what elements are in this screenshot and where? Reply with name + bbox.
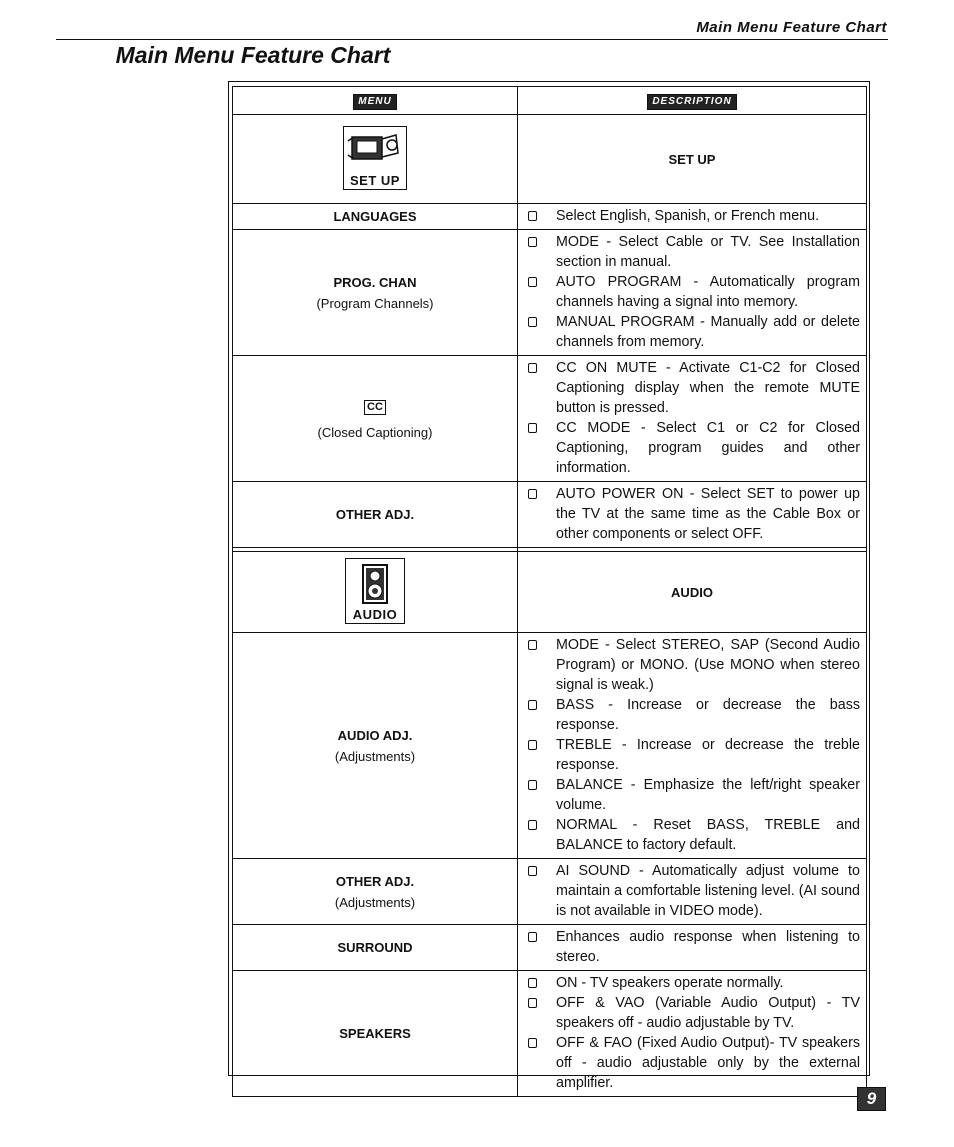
menu-column-header: MENU (233, 87, 518, 115)
column-header-row (233, 87, 867, 115)
cc-row (233, 356, 867, 482)
speakers-description: ON - TV speakers operate normally. OFF & VAO (Variable Audio Output) - TV speakers off - audio adjustable by TV. OFF & FAO (Fixed Audio Output)- TV speakers off - audio adjustable only by the external amplifier. (518, 971, 867, 1097)
audio-adj-description: MODE - Select STEREO, SAP (Second Audio Program) or MONO. (Use MONO when stereo signal is weak.) BASS - Increase or decrease the bass response. TREBLE - Increase or decrease the treble response. BALANCE - Emphasize the left/right speaker volume. NORMAL - Reset BASS, TREBLE and BALANCE to factory default. (518, 633, 867, 859)
checkbox-bullet-icon (528, 489, 537, 499)
prog-chan-description: MODE - Select Cable or TV. See Installation section in manual. AUTO PROGRAM - Automatically program channels having a signal into memory. MANUAL PROGRAM - Manually add or delete channels from memory. (518, 230, 867, 356)
audio-icon-cell (233, 552, 518, 633)
running-header: Main Menu Feature Chart (696, 19, 887, 36)
speakers-menu-cell: SPEAKERS (233, 971, 518, 1097)
prog-chan-row (233, 230, 867, 356)
checkbox-bullet-icon (528, 317, 537, 327)
checkbox-bullet-icon (528, 363, 537, 373)
setup-other-adj-menu-cell: OTHER ADJ. (233, 482, 518, 548)
languages-menu-cell: LANGUAGES (233, 204, 518, 230)
checkbox-bullet-icon (528, 978, 537, 988)
audio-other-adj-description: AI SOUND - Automatically adjust volume to maintain a comfortable listening level. (AI sound is not available in VIDEO mode). (518, 859, 867, 925)
checkbox-bullet-icon (528, 866, 537, 876)
setup-section-row (233, 115, 867, 204)
surround-description: Enhances audio response when listening to stereo. (518, 925, 867, 971)
description-column-header: DESCRIPTION (518, 87, 867, 115)
checkbox-bullet-icon (528, 998, 537, 1008)
setup-other-adj-row (233, 482, 867, 548)
checkbox-bullet-icon (528, 820, 537, 830)
cc-description: CC ON MUTE - Activate C1-C2 for Closed Captioning display when the remote MUTE button is pressed. CC MODE - Select C1 or C2 for Closed Captioning, program guides and other information. (518, 356, 867, 482)
closed-caption-icon: CC (364, 400, 386, 415)
speakers-row (233, 971, 867, 1097)
cc-menu-cell: CC (Closed Captioning) (233, 356, 518, 482)
feature-chart-table (232, 86, 867, 1097)
languages-row (233, 204, 867, 230)
page-title: Main Menu Feature Chart (115, 42, 391, 68)
checkbox-bullet-icon (528, 780, 537, 790)
checkbox-bullet-icon (528, 700, 537, 710)
checkbox-bullet-icon (528, 277, 537, 287)
audio-section-title: AUDIO (518, 552, 867, 633)
audio-adj-row (233, 633, 867, 859)
checkbox-bullet-icon (528, 932, 537, 942)
languages-description: Select English, Spanish, or French menu. (518, 204, 867, 230)
setup-icon-cell (233, 115, 518, 204)
setup-icon-label: SET UP (350, 172, 400, 188)
page-number: 9 (857, 1087, 886, 1111)
header-rule (56, 39, 888, 40)
setup-icon (343, 126, 407, 190)
audio-adj-menu-cell: AUDIO ADJ. (Adjustments) (233, 633, 518, 859)
audio-other-adj-menu-cell: OTHER ADJ. (Adjustments) (233, 859, 518, 925)
surround-menu-cell: SURROUND (233, 925, 518, 971)
surround-row (233, 925, 867, 971)
audio-section-row (233, 552, 867, 633)
checkbox-bullet-icon (528, 640, 537, 650)
setup-section-title: SET UP (518, 115, 867, 204)
audio-icon (345, 558, 405, 624)
audio-other-adj-row (233, 859, 867, 925)
checkbox-bullet-icon (528, 237, 537, 247)
checkbox-bullet-icon (528, 423, 537, 433)
audio-icon-label: AUDIO (352, 606, 398, 622)
checkbox-bullet-icon (528, 1038, 537, 1048)
setup-other-adj-description: AUTO POWER ON - Select SET to power up the TV at the same time as the Cable Box or other components or select OFF. (518, 482, 867, 548)
checkbox-bullet-icon (528, 211, 537, 221)
checkbox-bullet-icon (528, 740, 537, 750)
prog-chan-menu-cell: PROG. CHAN (Program Channels) (233, 230, 518, 356)
